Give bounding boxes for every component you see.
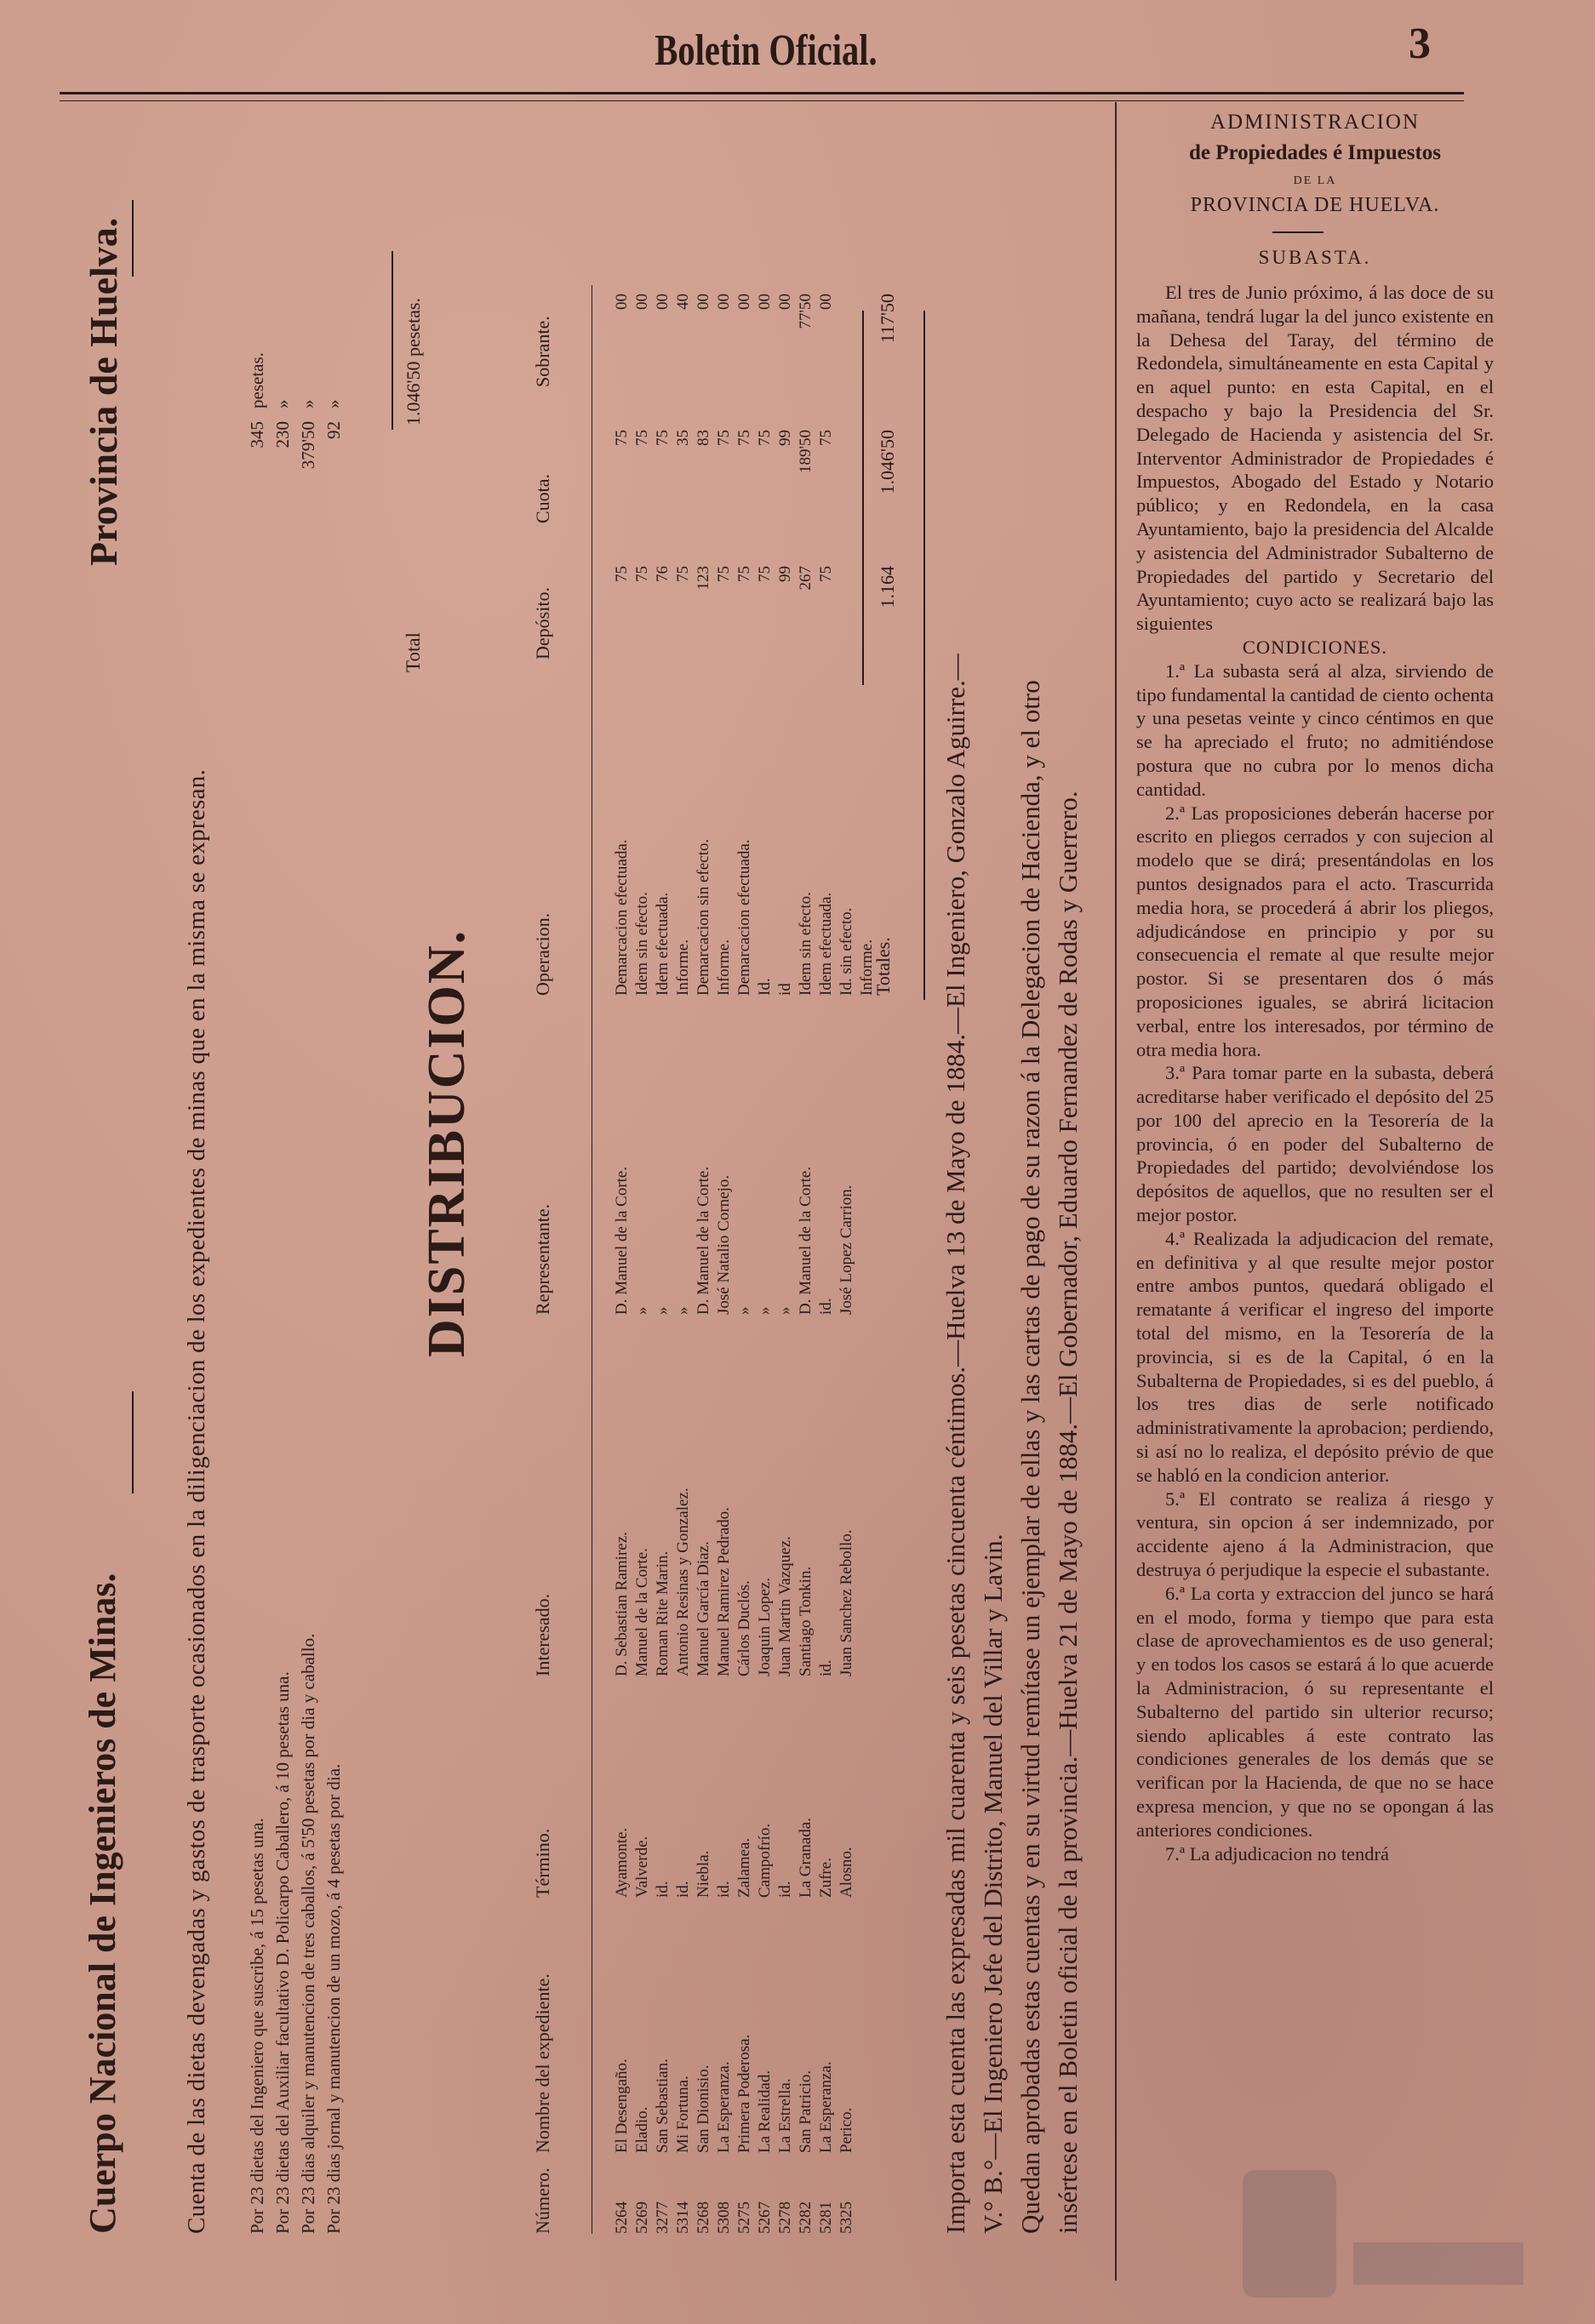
table-cell: id <box>776 983 794 996</box>
table-cell: » <box>776 1306 794 1315</box>
table-cell: Idem efectuada. <box>654 892 672 996</box>
total-label: Total <box>403 632 424 672</box>
table-cell: » <box>654 1306 672 1315</box>
closing-line: V.° B.°—El Ingeniero Jefe del Distrito, Manuel del Villar y Lavin. <box>978 1533 1008 2234</box>
table-cell: La Esperanza. <box>817 2061 835 2153</box>
admin-province: PROVINCIA DE HUELVA. <box>1190 194 1440 216</box>
cost-item-text: Por 23 dietas del Ingeniero que suscribe, á 15 pesetas una. <box>247 1818 267 2234</box>
table-cell: Alosno. <box>838 1847 855 1898</box>
admin-heading: ADMINISTRACION <box>1209 111 1421 134</box>
table-cell: » <box>735 1306 753 1315</box>
table-cell: José Natalio Cornejo. <box>715 1174 733 1315</box>
org-heading: Cuerpo Nacional de Ingenieros de Minas. <box>82 1573 123 2234</box>
condition-1: 1.ª La subasta será al alza, sirviendo de tipo fundamental la cantidad de ciento ochenta y una pesetas veinte y cinco céntimos en que se ha apreciado el fruto; no admitiéndose postura que no cubra por lo menos dicha cantidad. <box>1136 660 1494 800</box>
table-cell: San Patricio. <box>797 2070 815 2153</box>
table-cell: 75 <box>715 566 733 582</box>
table-cell: 00 <box>613 294 631 310</box>
table-cell: Informe. <box>674 939 692 996</box>
table-cell: » <box>674 1306 692 1315</box>
table-cell: Idem efectuada. <box>817 892 835 996</box>
table-cell: 5314 <box>674 2201 692 2234</box>
table-rule <box>923 311 925 1000</box>
table-cell: Informe. <box>858 939 876 996</box>
table-cell: 5264 <box>613 2201 631 2234</box>
table-cell: Demarcacion efectuada. <box>735 839 753 996</box>
table-cell: La Granada. <box>797 1818 815 1898</box>
table-cell: Manuel Ramirez Pedrado. <box>715 1507 733 1676</box>
cost-item-amount: 92 <box>323 421 344 439</box>
table-cell: Zufre. <box>817 1858 835 1898</box>
column-header: Representante. <box>532 1203 553 1315</box>
cost-item-unit: » <box>298 399 318 408</box>
table-cell: La Estrella. <box>776 2078 794 2153</box>
table-cell: 75 <box>735 566 753 582</box>
condition-7: 7.ª La adjudicacion no tendrá <box>1165 1842 1389 1864</box>
table-cell: 267 <box>797 566 815 591</box>
table-cell: Manuel de la Corte. <box>633 1548 651 1676</box>
table-cell: D. Sebastian Ramirez. <box>613 1532 631 1676</box>
table-cell: 5282 <box>797 2201 815 2234</box>
table-cell: Idem sin efecto. <box>797 892 815 996</box>
table-cell: La Realidad. <box>756 2070 774 2153</box>
table-cell: » <box>756 1306 774 1315</box>
totals-label: Totales. <box>872 937 894 996</box>
condition-2: 2.ª Las proposiciones deberán hacerse por escrito en pliegos cerrados y con sujecion al modelo que se dirá; presentándolas en los puntos designados para el acto. Trascurrida media hora, se procederá á abrir los pliegos, adjudicándose en principio y por su consecuencia el remate al que resulte mejor postor. Si se presentaren dos ó más proposiciones iguales, se abrirá licitacion verbal, entre los interesados, por término de otra media hora. <box>1136 802 1494 1060</box>
conditions-heading: CONDICIONES. <box>1242 636 1388 658</box>
admin-de-la: DE LA <box>1293 174 1337 187</box>
column-header: Interesado. <box>532 1593 553 1676</box>
total-rule <box>392 251 393 430</box>
closing-line: Importa esta cuenta las expresadas mil cuarenta y seis pesetas cincuenta céntimos.—Huelva 13 de Mayo de 1884.—El Ingeniero, Gonzalo Aguirre.— <box>940 654 970 2234</box>
table-cell: 99 <box>776 430 794 446</box>
closing-line: Quedan aprobadas estas cuentas y en su virtud remítase un ejemplar de ellas y las cartas de pago de su razon á la Delegacion de Hacienda, y el otro <box>1015 680 1045 2234</box>
table-cell: José Lopez Carrion. <box>838 1185 855 1315</box>
table-cell: 75 <box>633 430 651 446</box>
total-amount: 1.046'50 pesetas. <box>403 298 424 425</box>
table-cell: id. <box>674 1881 692 1898</box>
table-cell: Eladio. <box>633 2106 651 2153</box>
table-cell: Manuel García Diaz. <box>695 1541 712 1676</box>
auction-notice <box>1136 281 1494 1865</box>
table-cell: 5275 <box>735 2201 753 2234</box>
archive-watermark <box>1234 2161 1532 2306</box>
header-rule-thin <box>60 100 1464 101</box>
table-cell: San Dionisio. <box>695 2064 712 2153</box>
table-cell: 189'50 <box>797 430 815 473</box>
table-cell: 77'50 <box>797 294 815 329</box>
table-cell: Id. sin efecto. <box>838 907 855 996</box>
table-cell: Perico. <box>838 2107 855 2153</box>
column-header: Número. <box>532 2167 553 2234</box>
table-cell: Valverde. <box>633 1836 651 1898</box>
admin-rule <box>1272 231 1323 233</box>
intro-paragraph: El tres de Junio próximo, á las doce de su mañana, tendrá lugar la del junco existente en la Dehesa del Taray, del término de Redondela, simultáneamente en esta Capital y en aquel punto: en esta Capital, en el despacho y bajo la Presidencia del Sr. Delegado de Hacienda y asistencia del Sr. Interventor Administrador de Propiedades é Impuestos, Abogado del Estado y Notario público; y en Redondela, en la casa Ayuntamiento, bajo la presidencia del Alcalde y asistencia del Administrador Subalterno de Propiedades del partido y Secretario del Ayuntamiento; cuyo acto se realizará bajo las siguientes <box>1136 282 1494 635</box>
column-header: Depósito. <box>532 587 553 660</box>
page-title: Boletin Oficial. <box>655 26 878 75</box>
table-cell: Antonio Resinas y Gonzalez. <box>674 1487 692 1676</box>
table-cell: 00 <box>633 294 651 310</box>
province-heading: Provincia de Huelva. <box>82 217 125 566</box>
table-cell: 75 <box>633 566 651 582</box>
table-cell: 75 <box>735 430 753 446</box>
table-cell: 40 <box>674 294 692 310</box>
condition-6: 6.ª La corta y extraccion del junco se hará en el modo, forma y tiempo que para esta clase de aprovechamientos es de uso general; y en todos los casos se estará á lo que acuerde la Administracion, ó su representante el Subalterno del partido sin ulterior recurso; siendo aplicables á este contrato las condiciones generales de los demás que se verifican por la Hacienda, de que no se hace expresa mencion, y que no se opongan á las anteriores condiciones. <box>1136 1582 1494 1841</box>
cost-item-amount: 345 <box>247 421 267 448</box>
totals-deposito: 1.164 <box>877 566 898 608</box>
subasta-heading: SUBASTA. <box>1258 247 1372 268</box>
table-cell: id. <box>817 1298 835 1315</box>
table-cell: Id. <box>756 978 774 996</box>
table-cell: 75 <box>817 430 835 446</box>
cost-item-unit: » <box>323 399 344 408</box>
intro-text: Cuenta de las dietas devengadas y gastos de trasporte ocasionados en la diligenciacion de los expedientes de minas que en la misma se expresan. <box>183 768 210 2234</box>
header-rule <box>60 92 1464 94</box>
table-cell: id. <box>715 1881 733 1898</box>
table-cell: Ayamonte. <box>613 1827 631 1898</box>
table-cell: 99 <box>776 566 794 582</box>
table-cell: 75 <box>715 430 733 446</box>
column-header: Operacion. <box>532 912 553 996</box>
table-cell: 3277 <box>654 2201 672 2234</box>
table-cell: 00 <box>654 294 672 310</box>
condition-3: 3.ª Para tomar parte en la subasta, deberá acreditarse haber verificado el depósito del 25 por 100 del aprecio en la Tesorería de la provincia, ó en poder del Subalterno de Propiedades del partido; devolviéndose los depósitos de aquellos, que no resulten ser el mejor postor. <box>1136 1062 1494 1226</box>
table-cell: 35 <box>674 430 692 446</box>
province-rule <box>132 200 134 277</box>
column-header: Sobrante. <box>532 316 553 387</box>
table-cell: Juan Martin Vazquez. <box>776 1536 794 1676</box>
table-cell: San Sebastian. <box>654 2058 672 2153</box>
table-cell: id. <box>817 1659 835 1676</box>
table-cell: 75 <box>756 430 774 446</box>
table-cell: La Esperanza. <box>715 2061 733 2153</box>
closing-line: insértese en el Boletin oficial de la provincia.—Huelva 21 de Mayo de 1884.—El Gobernador, Eduardo Fernandez de Rodas y Guerrero. <box>1053 791 1083 2234</box>
column-header: Cuota. <box>532 473 553 523</box>
cost-item-unit: » <box>272 399 293 408</box>
cost-item-unit: pesetas. <box>247 352 267 408</box>
table-cell: Idem sin efecto. <box>633 892 651 996</box>
table-cell: Niebla. <box>695 1850 712 1898</box>
totals-cuota: 1.046'50 <box>877 430 898 494</box>
table-cell: 76 <box>654 566 672 582</box>
cost-item-text: Por 23 dietas del Auxiliar facultativo D. Policarpo Caballero, á 10 pesetas una. <box>272 1671 293 2234</box>
cost-item-text: Por 23 dias jornal y manutencion de un mozo, á 4 pesetas por dia. <box>323 1763 344 2234</box>
table-cell: 5281 <box>817 2201 835 2234</box>
table-cell: Demarcacion efectuada. <box>613 839 631 996</box>
table-cell: 75 <box>674 566 692 582</box>
table-cell: Demarcacion sin efecto. <box>695 838 712 996</box>
table-cell: 00 <box>735 294 753 310</box>
table-cell: Juan Sanchez Rebollo. <box>838 1529 855 1676</box>
distribucion-heading: DISTRIBUCION. <box>418 928 476 1357</box>
condition-4: 4.ª Realizada la adjudicacion del remate, en definitiva y al que resulte mejor postor entre ambos puntos, quedará obligado el rematante á verificar el ingreso del importe total del mismo, en la Tesorería de la provincia, si es de la Capital, ó en la Subalterna de Propiedades, si es del pueblo, á los tres dias de serle notificado administrativamente la aprobacion; perdiendo, si así no lo realiza, el depósito prévio de que se habló en la condicion anterior. <box>1136 1227 1494 1486</box>
table-cell: id. <box>654 1881 672 1898</box>
org-rule <box>132 1391 134 1493</box>
table-cell: 5308 <box>715 2201 733 2234</box>
table-cell: 75 <box>613 430 631 446</box>
table-cell: Primera Poderosa. <box>735 2034 753 2153</box>
page-number: 3 <box>1409 20 1431 68</box>
table-cell: 5268 <box>695 2201 712 2234</box>
table-cell: Mi Fortuna. <box>674 2076 692 2153</box>
table-cell: Santiago Tonkin. <box>797 1566 815 1676</box>
table-cell: 5278 <box>776 2201 794 2234</box>
table-rule <box>862 311 864 685</box>
cost-item-text: Por 23 dias alquiler y manutencion de tres caballos, á 5'50 pesetas por dia y caballo. <box>298 1633 318 2234</box>
table-cell: id. <box>776 1881 794 1898</box>
cost-item-amount: 379'50 <box>298 421 318 470</box>
table-cell: 5325 <box>838 2201 855 2234</box>
table-cell: D. Manuel de la Corte. <box>695 1166 712 1315</box>
table-cell: Zalamea. <box>735 1837 753 1898</box>
cost-item-amount: 230 <box>272 421 293 448</box>
table-cell: El Desengaño. <box>613 2058 631 2153</box>
column-header: Término. <box>532 1828 553 1898</box>
admin-subheading: de Propiedades é Impuestos <box>1188 141 1442 164</box>
table-cell: Cárlos Duclós. <box>735 1580 753 1676</box>
table-cell: 00 <box>817 294 835 310</box>
table-cell: » <box>633 1306 651 1315</box>
table-cell: 00 <box>756 294 774 310</box>
table-cell: Roman Rite Marin. <box>654 1550 672 1676</box>
table-cell: 75 <box>756 566 774 582</box>
table-cell: Informe. <box>715 939 733 996</box>
table-cell: 00 <box>695 294 712 310</box>
table-cell: 00 <box>776 294 794 310</box>
table-cell: 75 <box>654 430 672 446</box>
table-cell: D. Manuel de la Corte. <box>613 1166 631 1315</box>
table-cell: Campofrío. <box>756 1823 774 1898</box>
table-cell: 123 <box>695 566 712 591</box>
table-cell: 5269 <box>633 2201 651 2234</box>
table-cell: 75 <box>613 566 631 582</box>
condition-5: 5.ª El contrato se realiza á riesgo y ventura, sin opcion á ser indemnizado, por accidente ajeno á la Administracion, que destruya ó perjudique la especie el subastante. <box>1136 1487 1494 1581</box>
table-cell: Joaquin Lopez. <box>756 1577 774 1676</box>
column-divider <box>1115 102 1117 2281</box>
table-cell: 00 <box>715 294 733 310</box>
column-header: Nombre del expediente. <box>532 1973 553 2153</box>
table-cell: 83 <box>695 430 712 446</box>
table-cell: D. Manuel de la Corte. <box>797 1166 815 1315</box>
table-cell: 5267 <box>756 2201 774 2234</box>
table-cell: 75 <box>817 566 835 582</box>
rotated-report <box>81 106 1102 2234</box>
totals-sobrante: 117'50 <box>877 294 898 344</box>
